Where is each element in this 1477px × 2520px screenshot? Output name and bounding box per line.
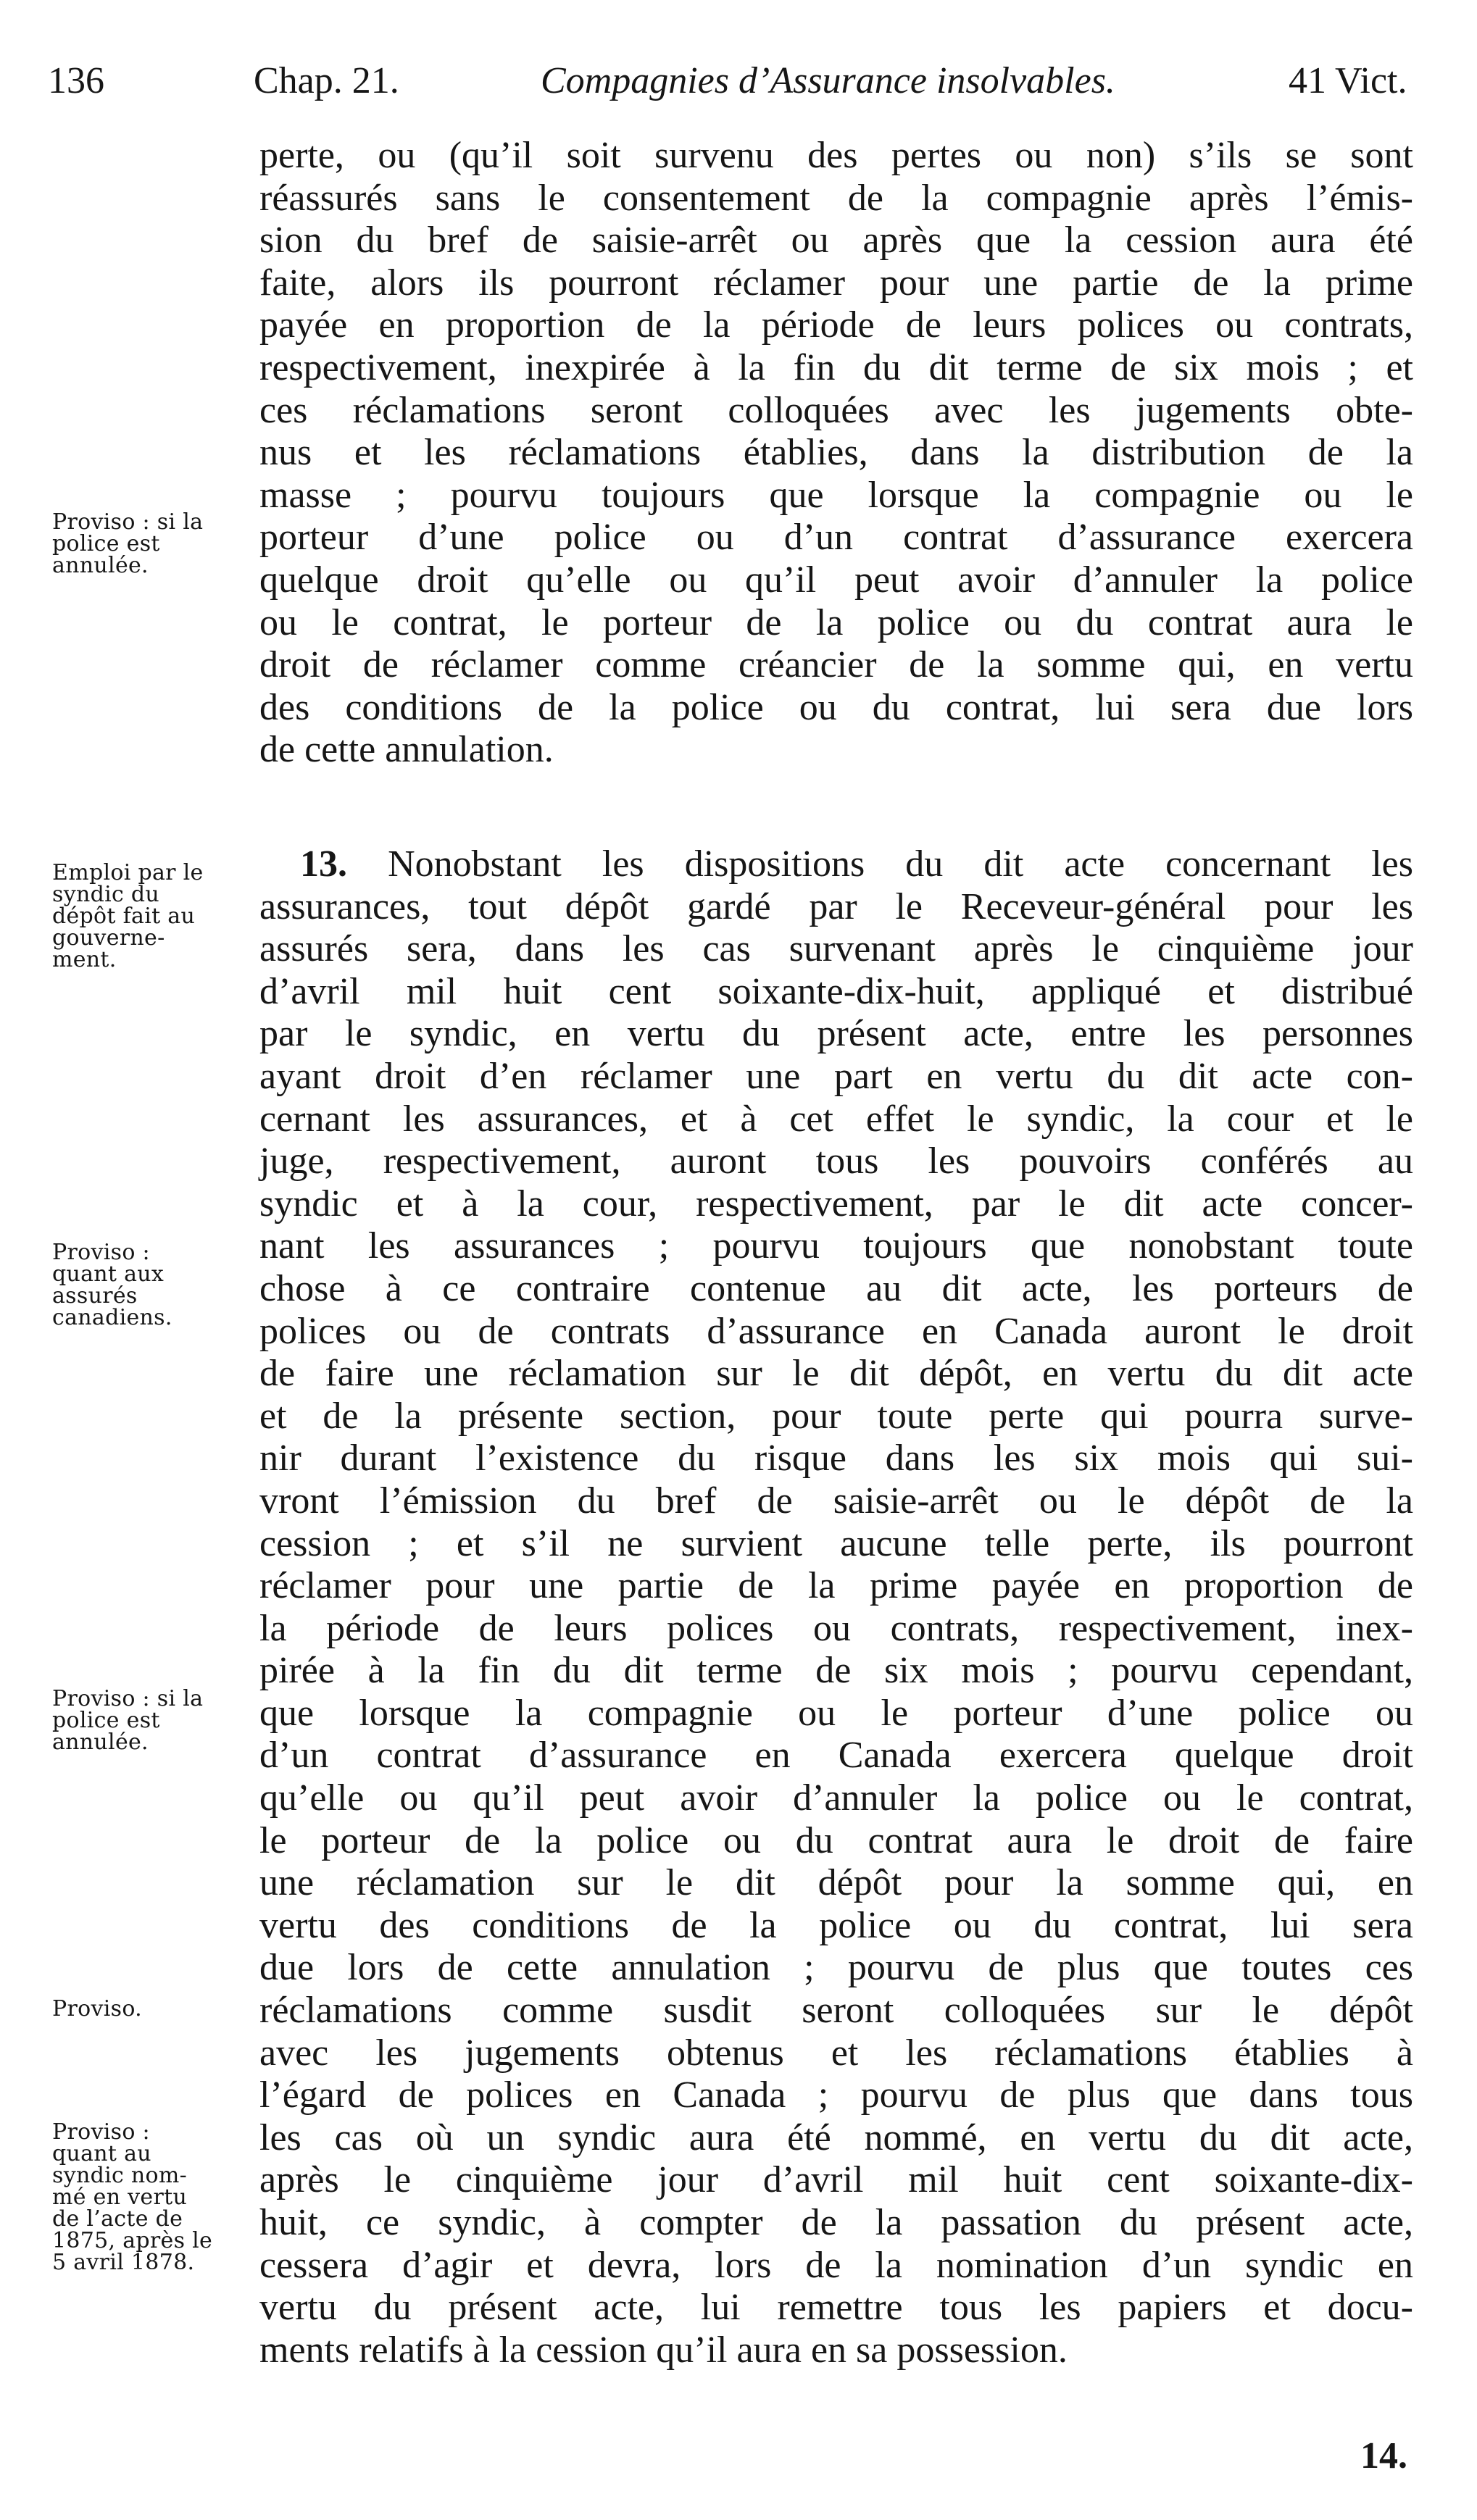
margin-note xyxy=(52,1688,262,1753)
text-line: après le cinquième jour d’avril mil huit cent soixante-dix- xyxy=(259,2159,1413,2201)
margin-note xyxy=(52,1242,262,1329)
text-line: masse ; pourvu toujours que lorsque la compagnie ou le xyxy=(259,474,1413,516)
text-line: huit, ce syndic, à compter de la passation du présent acte, xyxy=(259,2202,1413,2243)
margin-note-line: quant aux xyxy=(52,1261,165,1287)
margin-note-line: police est xyxy=(52,531,160,556)
text-line: cession ; et s’il ne survient aucune telle perte, ils pourront xyxy=(259,1522,1413,1564)
section-first-line: Nonobstant les dispositions du dit acte concernant les xyxy=(388,843,1413,885)
text-line: juge, respectivement, auront tous les pouvoirs conférés au xyxy=(259,1140,1413,1182)
text-line: nant les assurances ; pourvu toujours que nonobstant toute xyxy=(259,1225,1413,1267)
text-line: pirée à la fin du dit terme de six mois ; pourvu cependant, xyxy=(259,1650,1413,1692)
text-line: la période de leurs polices ou contrats, respectivement, inex- xyxy=(259,1607,1413,1649)
margin-note-line: mé en vertu xyxy=(52,2185,188,2210)
margin-note-line: Emploi par le xyxy=(52,860,204,885)
margin-note-line: ment. xyxy=(52,947,117,972)
text-line: de faire une réclamation sur le dit dépôt, en vertu du dit acte xyxy=(259,1353,1413,1395)
text-line: polices ou de contrats d’assurance en Canada auront le droit xyxy=(259,1310,1413,1352)
text-line: le porteur de la police ou du contrat aura le droit de faire xyxy=(259,1819,1413,1861)
margin-note-line: Proviso. xyxy=(52,1996,142,2022)
margin-note xyxy=(52,862,262,971)
regnal-year: 41 Vict. xyxy=(1289,60,1407,101)
text-line: nir durant l’existence du risque dans les six mois qui sui- xyxy=(259,1438,1413,1480)
text-line: de cette annulation. xyxy=(259,729,554,771)
margin-note-line: police est xyxy=(52,1708,160,1733)
text-line: que lorsque la compagnie ou le porteur d’une police ou xyxy=(259,1692,1413,1734)
text-line: syndic et à la cour, respectivement, par le dit acte concer- xyxy=(259,1182,1413,1224)
text-line: vertu du présent acte, lui remettre tous les papiers et docu- xyxy=(259,2287,1413,2329)
running-header xyxy=(48,59,1425,117)
margin-note-line: canadiens. xyxy=(52,1305,172,1330)
text-line: sion du bref de saisie-arrêt ou après que la cession aura été xyxy=(259,220,1413,262)
text-line: respectivement, inexpirée à la fin du dit terme de six mois ; et xyxy=(259,346,1413,388)
margin-note-line: assurés xyxy=(52,1283,138,1309)
text-line: assurances, tout dépôt gardé par le Receveur-général pour les xyxy=(259,885,1413,927)
text-line: qu’elle ou qu’il peut avoir d’annuler la police ou le contrat, xyxy=(259,1777,1413,1819)
text-line: par le syndic, en vertu du présent acte, entre les personnes xyxy=(259,1013,1413,1055)
section-13 xyxy=(259,843,1413,2371)
text-line: ou le contrat, le porteur de la police ou du contrat aura le xyxy=(259,601,1413,643)
text-line: des conditions de la police ou du contrat, lui sera due lors xyxy=(259,686,1413,728)
margin-note-line: quant au xyxy=(52,2141,151,2166)
text-line: nus et les réclamations établies, dans la distribution de la xyxy=(259,432,1413,474)
margin-note-line: 1875, après le xyxy=(52,2228,213,2253)
text-line: l’égard de polices en Canada ; pourvu de plus que dans tous xyxy=(259,2074,1413,2116)
text-line: payée en proportion de la période de leurs polices ou contrats, xyxy=(259,304,1413,346)
text-line: chose à ce contraire contenue au dit acte, les porteurs de xyxy=(259,1267,1413,1309)
text-line: vertu des conditions de la police ou du contrat, lui sera xyxy=(259,1904,1413,1946)
text-line: faite, alors ils pourront réclamer pour une partie de la prime xyxy=(259,262,1413,304)
text-line: cessera d’agir et devra, lors de la nomination d’un syndic en xyxy=(259,2244,1413,2286)
margin-note-line: dépôt fait au xyxy=(52,904,196,929)
section-number: 13. xyxy=(300,843,347,885)
text-line: cernant les assurances, et à cet effet le syndic, la cour et le xyxy=(259,1098,1413,1140)
text-line: ces réclamations seront colloquées avec les jugements obte- xyxy=(259,389,1413,431)
text-line: une réclamation sur le dit dépôt pour la somme qui, en xyxy=(259,1862,1413,1904)
text-line: perte, ou (qu’il soit survenu des pertes ou non) s’ils se sont xyxy=(259,135,1413,176)
margin-note-line: 5 avril 1878. xyxy=(52,2250,195,2275)
text-line: d’un contrat d’assurance en Canada exercera quelque droit xyxy=(259,1735,1413,1777)
text-line: avec les jugements obtenus et les réclamations établies à xyxy=(259,2032,1413,2074)
text-line: vront l’émission du bref de saisie-arrêt ou le dépôt de la xyxy=(259,1480,1413,1522)
margin-note-line: syndic du xyxy=(52,882,160,907)
text-line: quelque droit qu’elle ou qu’il peut avoir d’annuler la police xyxy=(259,559,1413,601)
page-number: 136 xyxy=(48,60,104,101)
text-line: porteur d’une police ou d’un contrat d’assurance exercera xyxy=(259,517,1413,559)
text-line: et de la présente section, pour toute perte qui pourra surve- xyxy=(259,1395,1413,1437)
text-line: d’avril mil huit cent soixante-dix-huit, appliqué et distribué xyxy=(259,970,1413,1012)
margin-note-line: de l’acte de xyxy=(52,2206,183,2232)
text-line: assurés sera, dans les cas survenant après le cinquième jour xyxy=(259,928,1413,970)
margin-note-line: syndic nom- xyxy=(52,2163,188,2188)
text-line xyxy=(259,843,1413,886)
text-line: réclamer pour une partie de la prime payée en proportion de xyxy=(259,1565,1413,1607)
margin-note xyxy=(52,1998,262,2020)
paragraph-continuation xyxy=(259,135,1413,772)
chapter-label: Chap. 21. xyxy=(254,60,399,101)
margin-note-line: annulée. xyxy=(52,553,149,578)
margin-note-line: gouverne- xyxy=(52,925,165,951)
text-line: droit de réclamer comme créancier de la somme qui, en vertu xyxy=(259,644,1413,686)
text-line: ayant droit d’en réclamer une part en vertu du dit acte con- xyxy=(259,1055,1413,1097)
text-line: due lors de cette annulation ; pourvu de plus que toutes ces xyxy=(259,1947,1413,1989)
margin-note-line: Proviso : si la xyxy=(52,1686,204,1711)
catchword: 14. xyxy=(1360,2435,1407,2477)
margin-note xyxy=(52,2121,262,2274)
text-line: les cas où un syndic aura été nommé, en vertu du dit acte, xyxy=(259,2116,1413,2158)
margin-note-line: Proviso : xyxy=(52,2119,150,2145)
text-line: réassurés sans le consentement de la compagnie après l’émis- xyxy=(259,177,1413,219)
margin-note-line: Proviso : xyxy=(52,1240,150,1265)
text-line: ments relatifs à la cession qu’il aura en sa possession. xyxy=(259,2329,1068,2371)
running-title: Compagnies d’Assurance insolvables. xyxy=(541,60,1115,101)
margin-note xyxy=(52,509,262,578)
margin-note-line: annulée. xyxy=(52,1730,149,1755)
text-line: réclamations comme susdit seront colloquées sur le dépôt xyxy=(259,1990,1413,2032)
margin-note-line: Proviso : si la xyxy=(52,509,204,535)
